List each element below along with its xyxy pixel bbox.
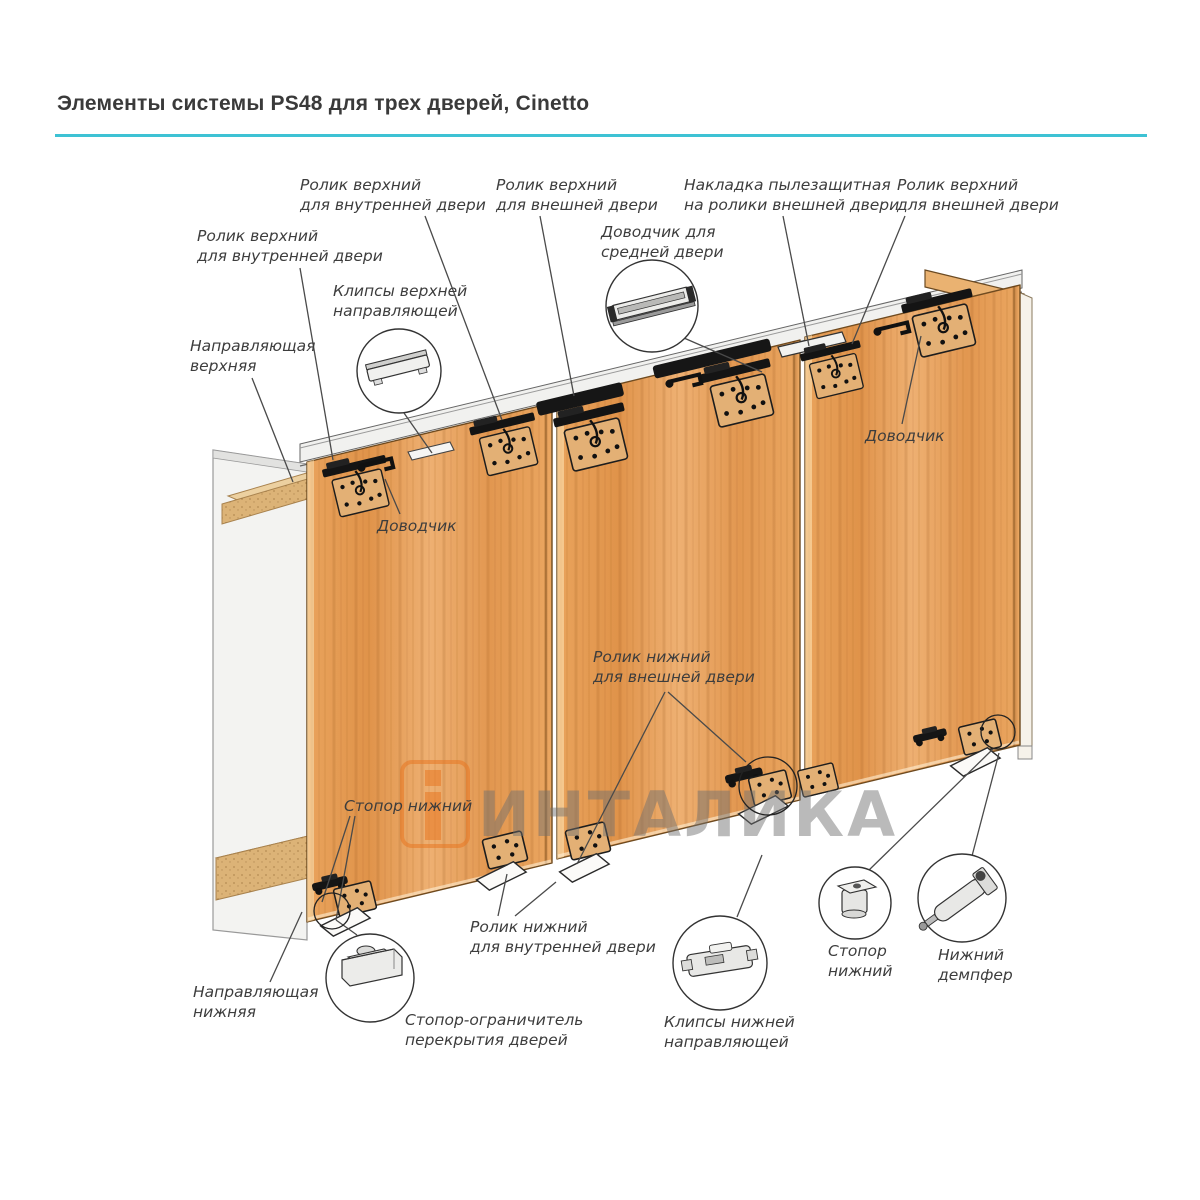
svg-text:для внутренней двери: для внутренней двери xyxy=(197,247,383,265)
svg-text:Стопор-ограничитель: Стопор-ограничитель xyxy=(405,1011,584,1029)
label-top-roller-outer-a xyxy=(495,176,658,214)
svg-text:Нижний: Нижний xyxy=(938,946,1004,964)
svg-text:средней двери: средней двери xyxy=(601,243,724,261)
label-rail-top xyxy=(190,337,315,375)
svg-text:демпфер: демпфер xyxy=(938,966,1013,984)
svg-text:Направляющая: Направляющая xyxy=(193,983,319,1001)
svg-text:Накладка пылезащитная: Накладка пылезащитная xyxy=(684,176,891,194)
svg-text:для внутренней двери: для внутренней двери xyxy=(470,938,656,956)
label-closer-middle xyxy=(600,223,724,261)
svg-text:направляющей: направляющей xyxy=(664,1033,789,1051)
svg-text:верхняя: верхняя xyxy=(190,357,257,375)
callout-bottom-roller-inner-b xyxy=(515,882,556,916)
svg-text:для внешней двери: для внешней двери xyxy=(897,196,1059,214)
label-top-roller-inner-a xyxy=(196,227,383,265)
svg-text:направляющей: направляющей xyxy=(333,302,458,320)
svg-text:Ролик нижний: Ролик нижний xyxy=(470,918,588,936)
label-closer-left: Доводчик xyxy=(377,517,457,535)
svg-text:Ролик верхний: Ролик верхний xyxy=(300,176,422,194)
watermark-text: ИНТАЛИКА xyxy=(478,778,899,851)
svg-text:Ролик нижний: Ролик нижний xyxy=(593,648,711,666)
svg-text:Ролик верхний: Ролик верхний xyxy=(897,176,1019,194)
page-title: Элементы системы PS48 для трех дверей, Cinetto xyxy=(57,92,590,115)
svg-text:Клипсы верхней: Клипсы верхней xyxy=(333,282,468,300)
label-stop-bottom-left: Стопор нижний xyxy=(344,797,473,815)
label-bottom-roller-inner xyxy=(469,918,656,956)
svg-text:перекрытия дверей: перекрытия дверей xyxy=(405,1031,568,1049)
svg-text:на ролики внешней двери: на ролики внешней двери xyxy=(684,196,900,214)
svg-text:нижний: нижний xyxy=(828,962,893,980)
right-door-foot xyxy=(1018,746,1032,759)
svg-text:Стопор: Стопор xyxy=(828,942,887,960)
label-dust-cover xyxy=(684,176,899,214)
svg-text:Ролик верхний: Ролик верхний xyxy=(496,176,618,194)
callout-top-roller-outer-a xyxy=(540,216,574,396)
svg-text:для внутренней двери: для внутренней двери xyxy=(300,196,486,214)
label-closer-right: Доводчик xyxy=(865,427,945,445)
svg-text:для внешней двери: для внешней двери xyxy=(496,196,658,214)
label-stop-limiter xyxy=(405,1011,583,1049)
svg-text:нижняя: нижняя xyxy=(193,1003,256,1021)
label-rail-bottom xyxy=(193,983,318,1021)
callout-top-roller-inner-a xyxy=(300,268,333,460)
svg-text:для внешней двери: для внешней двери xyxy=(593,668,755,686)
callout-clips-bottom-circle xyxy=(737,855,762,917)
svg-text:Клипсы нижней: Клипсы нижней xyxy=(664,1013,795,1031)
label-top-roller-outer-b xyxy=(896,176,1059,214)
label-clips-bottom xyxy=(664,1013,795,1051)
label-clips-top xyxy=(333,282,467,320)
svg-text:Доводчик для: Доводчик для xyxy=(601,223,716,241)
label-top-roller-inner-b xyxy=(299,176,486,214)
label-stop-bottom-right xyxy=(828,942,892,980)
label-damper-bottom xyxy=(937,946,1013,984)
svg-text:Направляющая: Направляющая xyxy=(190,337,316,355)
svg-text:Ролик верхний: Ролик верхний xyxy=(197,227,319,245)
